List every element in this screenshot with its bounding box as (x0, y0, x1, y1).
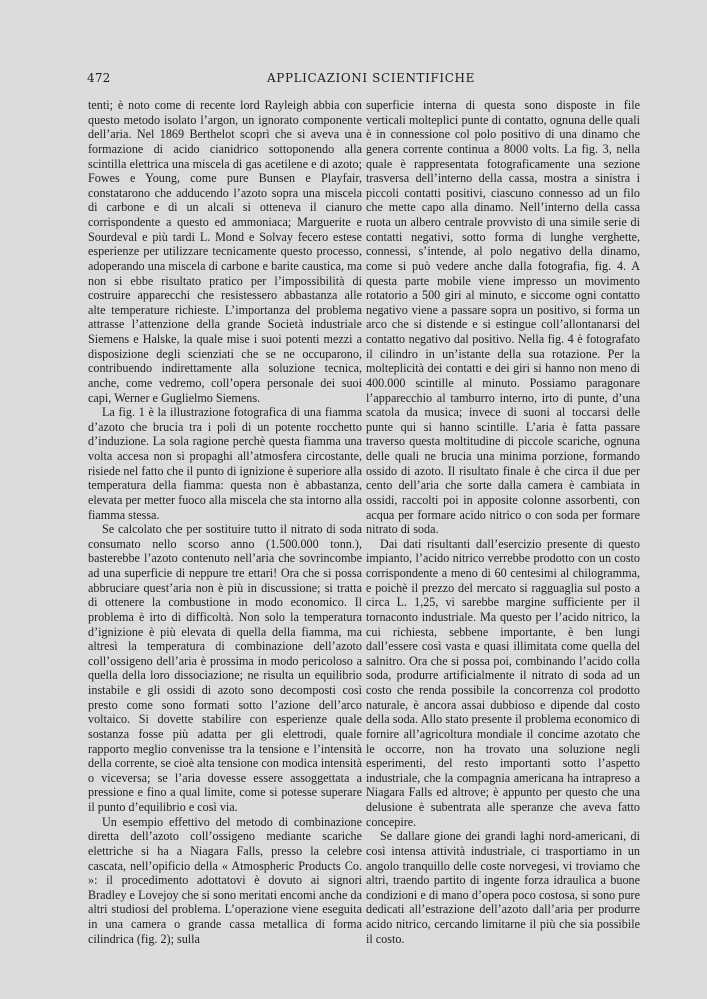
paragraph: Dai dati risultanti dall’esercizio presente di questo impianto, l’acido nitrico verrebbe prodotto con un costo corrispondente a meno di 60 centesimi al chilogramma, e poichè il prezzo del mercato si ragguaglia sul posto a circa L. 1,25, vi sarebbe margine sufficiente per il tornaconto industriale. Ma questo per l’acido nitrico, la cui richiesta, sebbene importante, è ben lungi dall’essere così vasta e quasi illimitata come quella del salnitro. Ora che si possa poi, combinando l’acido colla soda, produrre artificialmente il nitrato di soda ad un costo che renda possibile la concorrenza col prodotto naturale, è ancora assai dubbioso e dipende dal costo della soda. Allo stato presente il problema economico di fornire all’agricoltura mondiale il concime azotato che le occorre, non ha trovato una soluzione negli esperimenti, del resto importanti sotto l’aspetto industriale, che la compagnia americana ha intrapreso a Niagara Falls ed altrove; è appunto per questo che una delusione è subentrata alle speranze che aveva fatto concepire. (366, 536, 640, 829)
paragraph: tenti; è noto come di recente lord Rayleigh abbia con questo metodo isolato l’argon, un ignorato componente dell’aria. Nel 1869 Berthelot scoprì che si aveva una formazione di acido cianidrico sottoponendo alla scintilla elettrica una miscela di gas acetilene e di azoto; Fowes e Young, come pure Bunsen e Playfair, constatarono che adducendo l’azoto sopra una miscela di carbone e di un alcali si otteneva il cianuro corrispondente a questo ed ammoniaca; Marguerite e Sourdeval e più tardi L. Mond e Solvay fecero estese esperienze per utilizzare tecnicamente questo processo, adoperando una miscela di carbone e barite caustica, ma non si ebbe risultato pratico per l’impossibilità di costruire apparecchi che resistessero abbastanza alle alte temperature richieste. L’importanza del problema attrasse l’attenzione della grande Società industriale Siemens e Halske, la quale mise i suoi potenti mezzi a disposizione degli scienziati che se ne occuparono, contribuendo indirettamente alla soluzione tecnica, anche, come vedremo, coll’opera personale dei suoi capi, Werner e Guglielmo Siemens. (88, 98, 362, 405)
page-number: 472 (87, 71, 111, 85)
left-column (88, 98, 362, 946)
paragraph: superficie interna di questa sono disposte in file verticali molteplici punte di contatto, ognuna delle quali è in connessione col polo positivo di una dinamo che genera corrente continua a 8000 volts. La fig. 3, nella quale è rappresentata fotograficamente una sezione trasversa dell’interno della cassa, mostra a sinistra i piccoli contatti positivi, ciascuno connesso ad un filo che mette capo alla dinamo. Nell’interno della cassa ruota un albero centrale provvisto di una simile serie di contatti negativi, sotto forma di lunghe verghette, connessi, s’intende, al polo negativo della dinamo, come si può vedere anche dalla fotografia, fig. 4. A questa parte mobile viene impresso un movimento rotatorio a 500 giri al minuto, e siccome ogni contatto negativo viene a passare sopra un positivo, si forma un arco che si distende e si estingue coll’allontanarsi del contatto negativo dal positivo. Nella fig. 4 è fotografato il cilindro in un’istante della sua rotazione. Per la molteplicità dei contatti e dei giri si hanno non meno di 400.000 scintille al minuto. Possiamo paragonare l’apparecchio al tamburro interno, irto di punte, d’una scatola da musica; invece di suoni al toccarsi delle punte qui si hanno scintille. L’aria è fatta passare traverso questa moltitudine di piccole scariche, ognuna delle quali ne brucia una minima porzione, formando ossido di azoto. Il risultato finale è che circa il due per cento dell’aria che sorte dalla camera è cambiata in ossidi, raccolti poi in apposite colonne assorbenti, con acqua per formare acido nitrico o con soda per formare nitrato di soda. (366, 98, 640, 537)
paragraph: Un esempio effettivo del metodo di combinazione diretta dell’azoto coll’ossigeno mediante scariche elettriche si ha a Niagara Falls, presso la celebre cascata, nell’opificio della « Atmospheric Products Co. »: il procedimento adottatovi è dovuto ai signori Bradley e Lovejoy che si sono meritati encomi anche da altri studiosi del problema. L’operazione viene eseguita in una camera o grande cassa metallica di forma cilindrica (fig. 2); sulla (88, 814, 362, 946)
paragraph: Se calcolato che per sostituire tutto il nitrato di soda consumato nello scorso anno (1.500.000 tonn.), basterebbe l’azoto contenuto nell’aria che sovrincombe ad una superficie di neppure tre ettari! Ora che si possa abbruciare quest’aria non è più in discussione; si tratta di ottenere la combustione in modo economico. Il problema è irto di difficoltà. Non solo la temperatura d’ignizione è più elevata di quella della fiamma, ma altresì la temperatura di combinazione dell’azoto coll’ossigeno dell’aria è prossima in modo pericoloso a quella della loro dissociazione; ne risulta un equilibrio instabile e gli ossidi di azoto sono decomposti così presto come sono formati sotto l’azione dell’arco voltaico. Si dovette stabilire con esperienze quale sostanza fosse più adatta per gli elettrodi, quale rapporto meglio convenisse tra la tensione e l’intensità della corrente, se cioè alta tensione con modica intensità o viceversa; se l’aria dovesse essere assoggettata a pressione e fino a qual limite, come si potesse superare il punto d’equilibrio e così via. (88, 522, 362, 814)
running-title: APPLICAZIONI SCIENTIFICHE (267, 71, 475, 85)
paragraph: Se dallare gione dei grandi laghi nord-americani, di così intensa attività industriale, ci trasportiamo in un angolo tranquillo delle coste norvegesi, vi troviamo che altri, traendo partito di ingente forza idraulica a buone condizioni e di mano d’opera poco costosa, si sono pure dedicati all’estrazione dell’azoto dall’aria per produrre acido nitrico, cercando limitarne il più che sia possibile il costo. (366, 829, 640, 946)
page-header (87, 71, 647, 87)
paragraph: La fig. 1 è la illustrazione fotografica di una fiamma d’azoto che brucia tra i poli di un potente rocchetto d’induzione. La sola ragione perchè questa fiamma una volta accesa non si propaghi all’atmosfera circostante, risiede nel fatto che il punto di ignizione è superiore alla temperatura della fiamma: questa non è abbastanza, elevata per metter fuoco alla miscela che sta intorno alla fiamma stessa. (88, 405, 362, 522)
right-column (366, 98, 640, 946)
